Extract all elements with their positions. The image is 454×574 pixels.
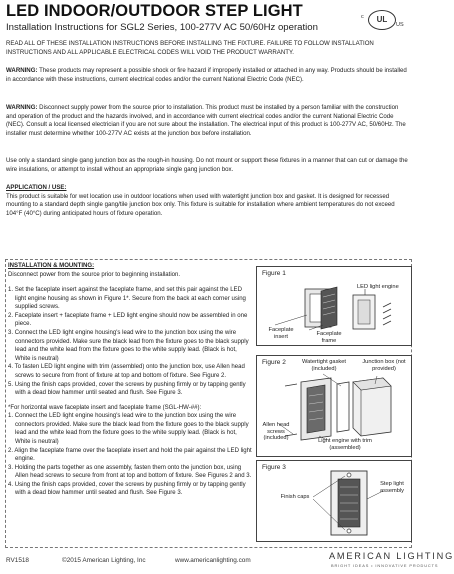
label-allen-screws: Allen head screws (included) bbox=[262, 422, 290, 442]
warning-text: These products may represent a possible shock or fire hazard if improperly installed or attached in any way. Products should be installed in accordance with these instructions, current electrical codes and/or the current National Electric Code (NEC). bbox=[6, 67, 407, 83]
figure-3-drawing bbox=[257, 461, 411, 541]
instruction-step: 2. Align the faceplate frame over the faceplate insert and hold the pair against the LED light engine. bbox=[8, 447, 252, 463]
application-text: This product is suitable for wet location use in outdoor locations when used with watertight junction box and gasket. It is designed for recessed mounting to a standard depth single gang/tile junction box only. This fixture is suitable for installation where ambient temperatures do not exceed 104°F (40°C) during anticipated hours of fixture operation. bbox=[6, 192, 395, 217]
instruction-step: 3. Holding the parts together as one assembly, fasten them onto the junction box, using Allen head screws to secure from front at top and bottom of fixture. See Figures 2 and 3. bbox=[8, 464, 252, 480]
installation-intro: Disconnect power from the source prior to beginning installation. bbox=[8, 271, 181, 278]
faceplate-insert-shape bbox=[321, 287, 337, 329]
instruction-step: 5. Using the finish caps provided, cover the screws by pushing firmly or by tapping gently with a dead blow hammer until seated and flush. See Figure 3. bbox=[8, 381, 246, 397]
figure-3-title: Figure 3 bbox=[262, 464, 286, 471]
revision-code: RV1518 bbox=[6, 557, 29, 564]
application-heading: APPLICATION / USE: bbox=[6, 184, 67, 191]
junction-box-note: Use only a standard single gang junction box as the rough-in housing. Do not mount or support these fixtures in a manner that can cut or damage the wire insulations, or attempt to install without an appropriate single gang junction box. bbox=[6, 157, 408, 173]
label-watertight-gasket: Watertight gasket (included) bbox=[301, 359, 347, 372]
warning-text: Disconnect supply power from the source prior to installation. This product must be installed by a person familiar with the construction and operation of the product and the hazards involved, and in accordance with current electrical codes and/or the current National Electric Code (NEC). Consult a local licensed electrician if you are not sure about the installation. The electrical input of this product is 100-277V AC, 50/60Hz. The installer must determine whether 100-277V AC exists at the junction box before installation. bbox=[6, 104, 406, 137]
step-light-assembly-shape bbox=[331, 471, 367, 535]
screws-shape bbox=[383, 303, 391, 325]
instruction-step: 3. Connect the LED light engine housing's lead wire to the junction box using the wire connectors provided. Make sure the black lead from the fixture goes to the black supply lead and the white lead from the fixture goes to the white supply lead. (Black is hot, White is neutral) bbox=[8, 330, 249, 362]
warning-shock bbox=[6, 67, 410, 84]
gasket-shape bbox=[337, 382, 349, 432]
brand-tagline: BRIGHT IDEAS • INNOVATIVE PRODUCTS bbox=[331, 563, 439, 568]
figure-1-title: Figure 1 bbox=[262, 270, 286, 277]
label-junction-box: Junction box (not provided) bbox=[362, 359, 406, 372]
ul-listed-icon: UL bbox=[368, 10, 396, 30]
application-section bbox=[6, 184, 410, 219]
brand-logo: AMERICAN LIGHTING bbox=[329, 551, 454, 561]
label-faceplate-frame: Faceplate frame bbox=[316, 331, 342, 344]
installation-section bbox=[8, 262, 253, 498]
horizontal-steps bbox=[8, 412, 253, 498]
page-title: LED INDOOR/OUTDOOR STEP LIGHT bbox=[6, 2, 303, 20]
warning-disconnect bbox=[6, 104, 410, 139]
horizontal-note: *For horizontal wave faceplate insert and faceplate frame (SGL-HW-##): bbox=[8, 404, 202, 411]
label-engine-with-trim: Light engine with trim (assembled) bbox=[318, 438, 372, 451]
engine-with-trim-shape bbox=[301, 378, 331, 440]
figure-2 bbox=[256, 355, 412, 457]
light-engine-shape bbox=[353, 289, 375, 329]
installation-heading: INSTALLATION & MOUNTING: bbox=[8, 263, 95, 269]
figure-1 bbox=[256, 266, 412, 346]
warning-label: WARNING: bbox=[6, 67, 38, 74]
warning-label: WARNING: bbox=[6, 104, 38, 111]
installation-steps bbox=[8, 286, 253, 398]
figure-3 bbox=[256, 460, 412, 542]
instruction-step: 1. Set the faceplate insert against the faceplate frame, and set this pair against the LED light engine housing as shown in Figure 1*. Secure from the back at each corner using supplied screws. bbox=[8, 287, 246, 311]
label-faceplate-insert: Faceplate insert bbox=[268, 327, 294, 340]
cert-us-label: US bbox=[396, 22, 404, 28]
copyright: ©2015 American Lighting, Inc bbox=[62, 557, 146, 564]
label-finish-caps: Finish caps bbox=[280, 494, 310, 500]
instruction-step: 2. Faceplate insert + faceplate frame + LED light engine should now be assembled in one piece. bbox=[8, 312, 248, 328]
instruction-step: 4. Using the finish caps provided, cover the screws by pushing firmly or by tapping gently with a dead blow hammer until seated and flush. See Figure 3. bbox=[8, 481, 246, 497]
instruction-step: 4. To fasten LED light engine with trim (assembled) onto the junction box, use Allen head screws to secure from front of fixture at top and bottom of fixture. See Figure 2. bbox=[8, 364, 245, 379]
label-led-engine: LED light engine bbox=[357, 284, 399, 290]
read-all-notice: READ ALL OF THESE INSTALLATION INSTRUCTIONS BEFORE INSTALLING THE FIXTURE. FAILURE TO FOLLOW INSTALLATION INSTRUCTIONS AND ALL APPLICABLE ELECTRICAL CODES WILL VOID THE PRODUCT WARRANTY. bbox=[6, 40, 374, 56]
instruction-step: 1. Connect the LED light engine housing's lead wire to the junction box using the wire connectors provided. Make sure the black lead from the fixture goes to the black supply lead and the white lead from the fixture goes to the white supply lead. (Black is hot, White is neutral) bbox=[8, 413, 249, 445]
label-step-light-assembly: Step light assembly bbox=[379, 481, 405, 494]
cert-c-label: c bbox=[361, 14, 364, 20]
website-link[interactable]: www.americanlighting.com bbox=[175, 557, 251, 564]
page-subtitle: Installation Instructions for SGL2 Series, 100-277V AC 50/60Hz operation bbox=[6, 22, 318, 33]
figure-2-title: Figure 2 bbox=[262, 359, 286, 366]
junction-box-shape bbox=[353, 378, 391, 436]
